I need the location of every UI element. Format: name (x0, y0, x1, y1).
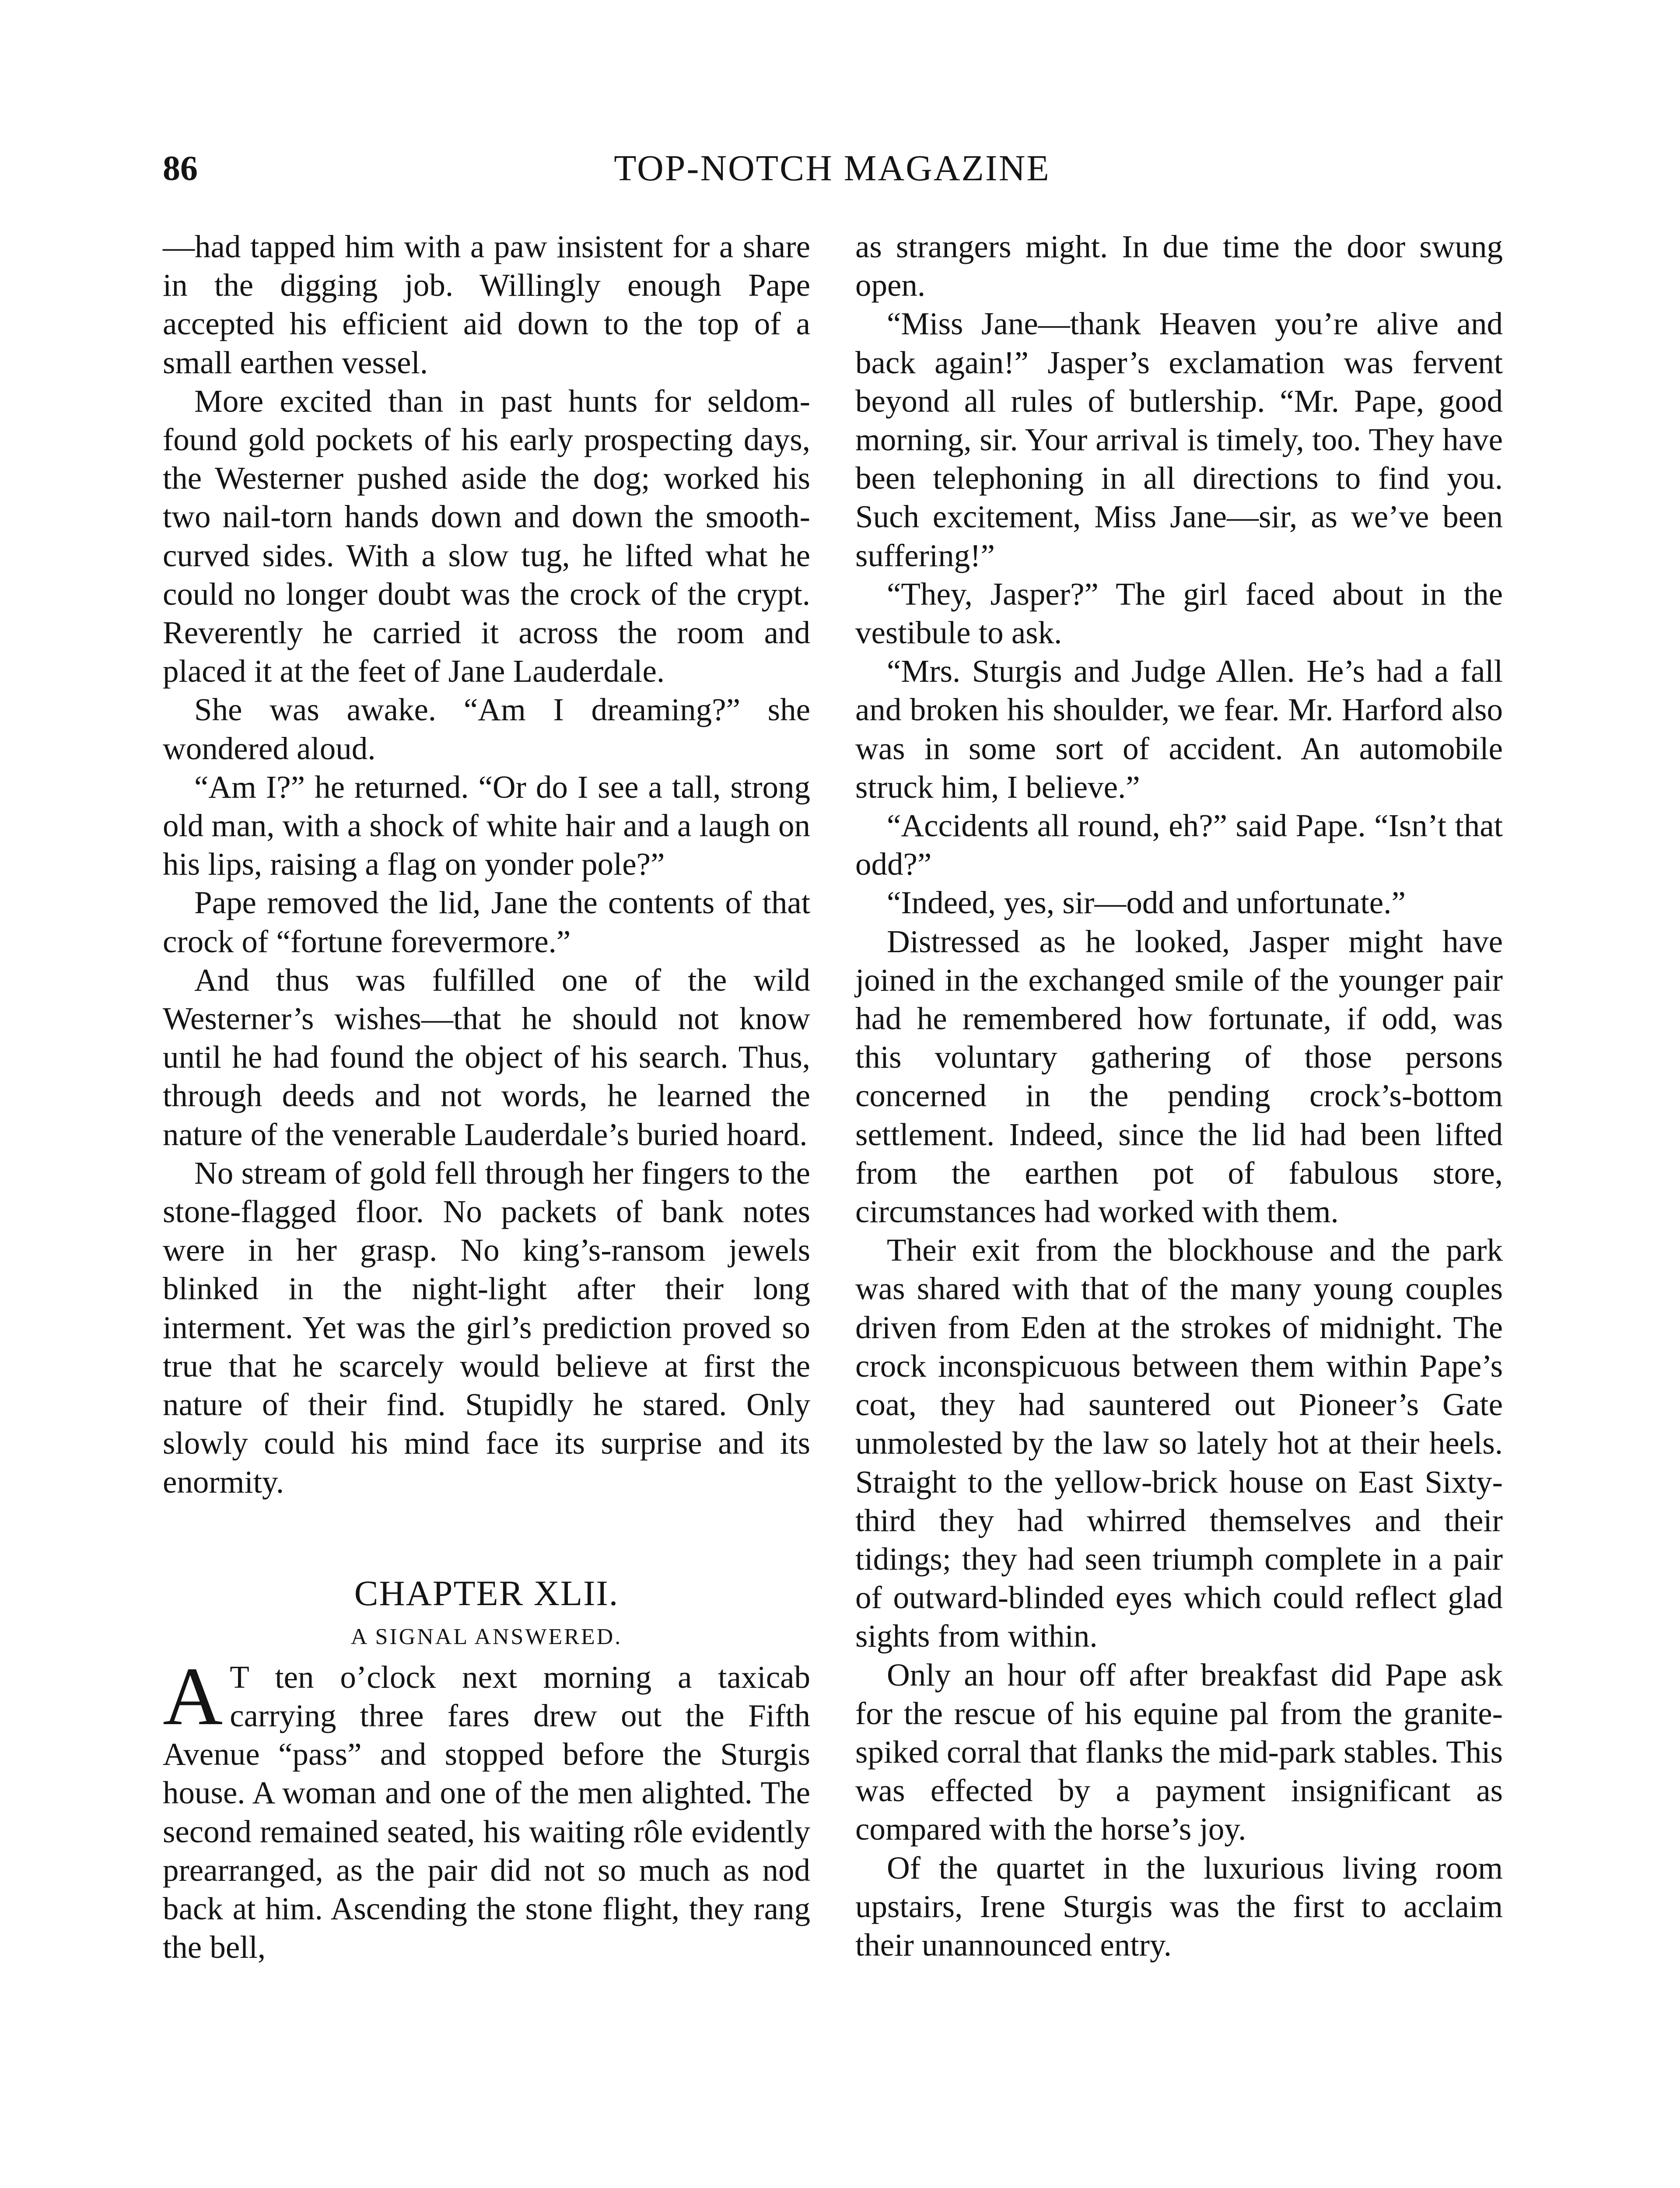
page-header (163, 144, 1502, 193)
first-paragraph-text: T ten o’clock next morning a taxicab carrying three fares drew out the Fifth Avenue “pass” and stopped before the Sturgis house. A woman and one of the men alighted. The second remained seated, his waiting rôle evidently prearranged, as the pair did not so much as nod back at him. Ascending the stone flight, they rang the bell, (163, 1659, 810, 1965)
paragraph: as strangers might. In due time the door swung open. (855, 229, 1503, 303)
paragraph: Distressed as he looked, Jasper might have joined in the exchanged smile of the younger pair had he remembered how fortunate, if odd, was this voluntary gathering of those persons concerned in the pending crock’s-bottom settlement. Indeed, since the lid had been lifted from the earthen pot of fabulous store, circumstances had worked with them. (855, 923, 1503, 1230)
page-number: 86 (163, 149, 198, 188)
paragraph: Of the quartet in the luxurious living room upstairs, Irene Sturgis was the first to acclaim their unannounced entry. (855, 1850, 1503, 1963)
chapter-subtitle: A SIGNAL ANSWERED. (350, 1624, 623, 1649)
chapter-first-paragraph (163, 1650, 810, 1967)
drop-cap: A (163, 1650, 223, 1743)
paragraph: And thus was fulfilled one of the wild Westerner’s wishes—that he should not know until he had found the object of his search. Thus, through deeds and not words, he learned the nature of the venerable Lauderdale’s buried hoard. (163, 962, 810, 1152)
paragraph: “They, Jasper?” The girl faced about in the vestibule to ask. (855, 576, 1503, 651)
right-column (855, 228, 1503, 1964)
paragraph: “Mrs. Sturgis and Judge Allen. He’s had a fall and broken his shoulder, we fear. Mr. Harford also was in some sort of accident. An automobile struck him, I believe.” (855, 653, 1503, 805)
paragraph: No stream of gold fell through her fingers to the stone-flagged floor. No packets of bank notes were in her grasp. No king’s-ransom jewels blinked in the night-light after their long interment. Yet was the girl’s prediction proved so true that he scarcely would believe at first the nature of their find. Stupidly he stared. Only slowly could his mind face its surprise and its enormity. (163, 1155, 810, 1500)
paragraph: Pape removed the lid, Jane the contents of that crock of “fortune forevermore.” (163, 885, 810, 959)
running-title: TOP-NOTCH MAGAZINE (614, 148, 1050, 189)
paragraph: More excited than in past hunts for seldom-found gold pockets of his early prospecting days, the Westerner pushed aside the dog; worked his two nail-torn hands down and down the smooth-curved sides. With a slow tug, he lifted what he could no longer doubt was the crock of the crypt. Reverently he carried it across the room and placed it at the feet of Jane Lauderdale. (163, 383, 810, 689)
left-column (163, 228, 810, 1967)
paragraph: “Miss Jane—thank Heaven you’re alive and back again!” Jasper’s exclamation was fervent beyond all rules of butlership. “Mr. Pape, good morning, sir. Your arrival is timely, too. They have been telephoning in all directions to find you. Such excitement, Miss Jane—sir, as we’ve been suffering!” (855, 306, 1503, 573)
paragraph: Their exit from the blockhouse and the park was shared with that of the many young couples driven from Eden at the strokes of midnight. The crock inconspicuous between them within Pape’s coat, they had sauntered out Pioneer’s Gate unmolested by the law so lately hot at their heels. Straight to the yellow-brick house on East Sixty-third they had whirred themselves and their tidings; they had seen triumph complete in a pair of outward-blinded eyes which could reflect glad sights from within. (855, 1232, 1503, 1654)
paragraph: “Accidents all round, eh?” said Pape. “Isn’t that odd?” (855, 808, 1503, 882)
chapter-heading: CHAPTER XLII. (354, 1573, 619, 1613)
paragraph: She was awake. “Am I dreaming?” she wondered aloud. (163, 692, 810, 766)
paragraph: —had tapped him with a paw insistent for a share in the digging job. Willingly enough Pape accepted his efficient aid down to the top of a small earthen vessel. (163, 229, 810, 380)
paragraph: Only an hour off after breakfast did Pape ask for the rescue of his equine pal from the granite-spiked corral that flanks the mid-park stables. This was effected by a payment insignificant as compared with the horse’s joy. (855, 1657, 1503, 1847)
paragraph: “Indeed, yes, sir—odd and unfortunate.” (887, 885, 1406, 921)
paragraph: “Am I?” he returned. “Or do I see a tall, strong old man, with a shock of white hair and a laugh on his lips, raising a flag on yonder pole?” (163, 769, 810, 882)
